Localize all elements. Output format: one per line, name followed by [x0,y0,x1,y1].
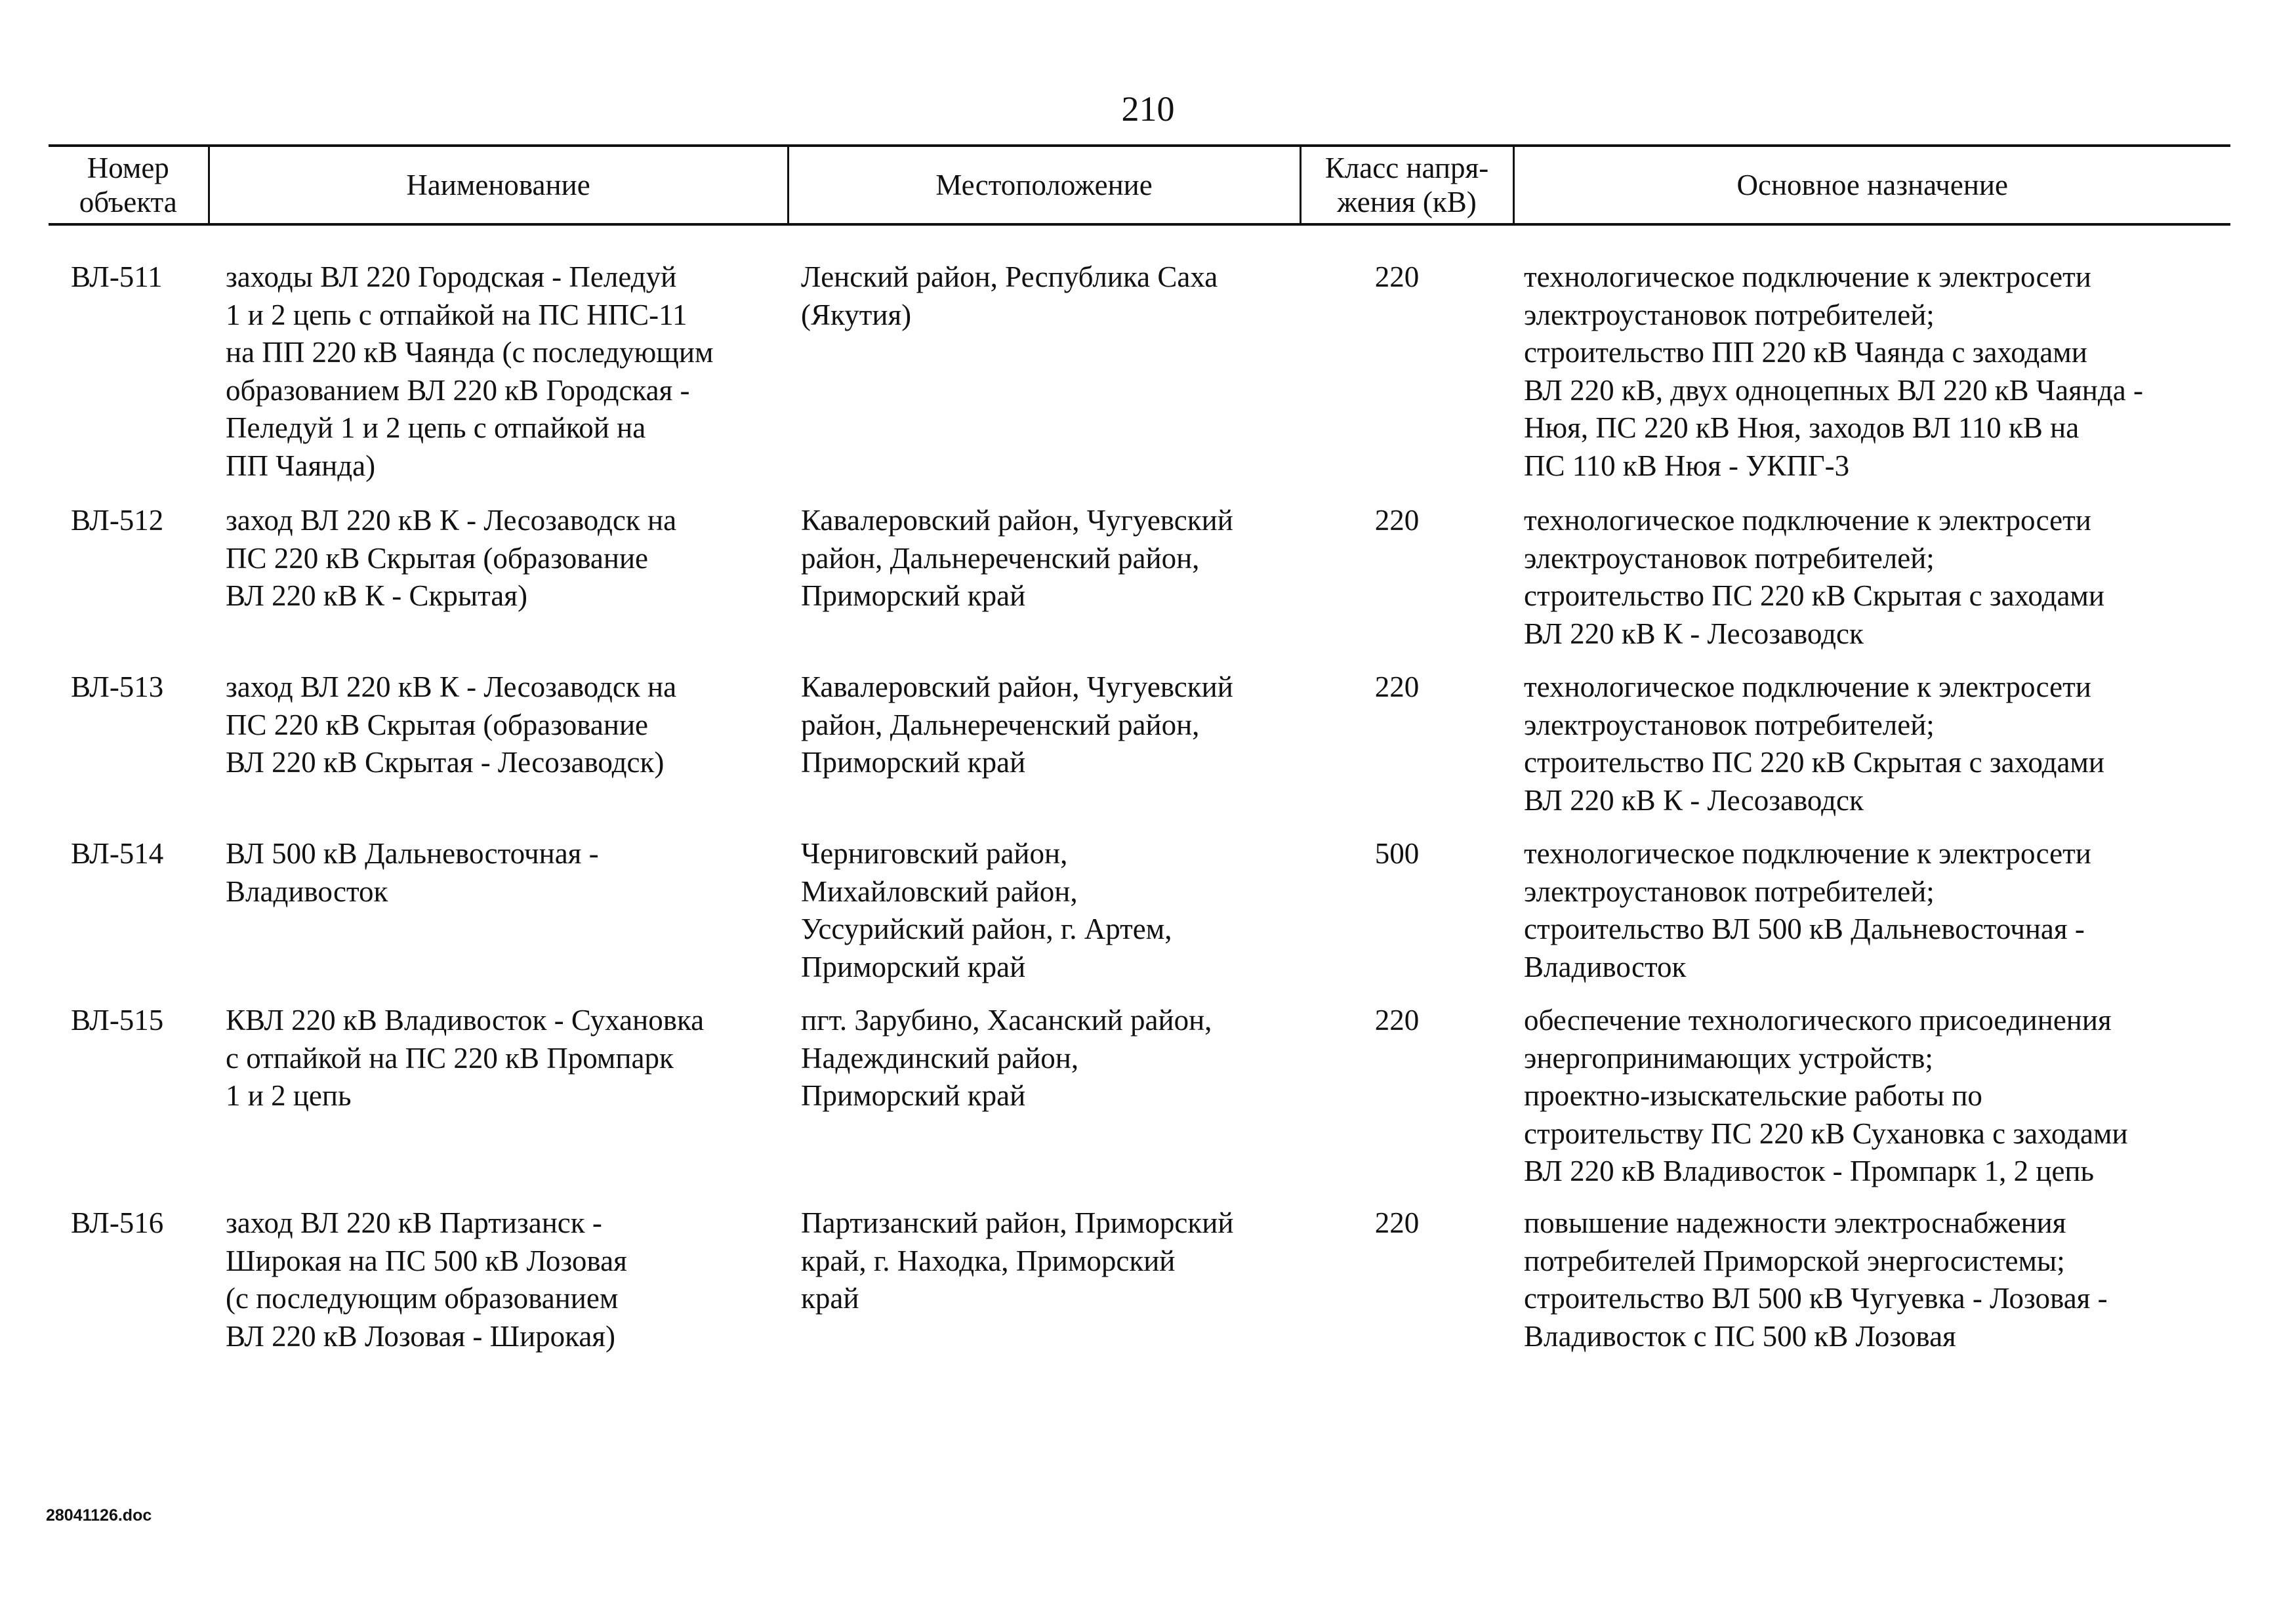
object-voltage: 220 [1374,260,1420,293]
object-purpose: обеспечение технологического присоединения энергопринимающих устройств; проектно-изыскательские работы по строительству ПС 220 кВ Сухановка с заходами ВЛ 220 кВ Владивосток - Промпарк 1, 2 цепь [1524,1004,2128,1187]
object-location: Кавалеровский район, Чугуевский район, Дальнереченский район, Приморский край [801,504,1233,612]
page-number: 210 [1121,89,1175,129]
object-name: заход ВЛ 220 кВ К - Лесозаводск на ПС 220 кВ Скрытая (образование ВЛ 220 кВ К - Скрытая) [226,504,677,612]
object-name: КВЛ 220 кВ Владивосток - Сухановка с отпайкой на ПС 220 кВ Промпарк 1 и 2 цепь [226,1004,705,1112]
object-voltage: 500 [1374,837,1420,870]
object-location: Кавалеровский район, Чугуевский район, Дальнереченский район, Приморский край [801,670,1233,779]
object-name: ВЛ 500 кВ Дальневосточная - Владивосток [226,837,599,908]
object-number: ВЛ-515 [71,1004,164,1037]
objects-table [49,144,2230,1362]
object-name: заход ВЛ 220 кВ Партизанск - Широкая на ПС 500 кВ Лозовая (с последующим образованием ВЛ 220 кВ Лозовая - Широкая) [226,1206,627,1353]
object-location: пгт. Зарубино, Хасанский район, Надеждинский район, Приморский край [801,1004,1212,1112]
column-header-number: Номер объекта [49,146,209,224]
column-header-location: Местоположение [788,146,1300,224]
object-voltage: 220 [1374,504,1420,537]
column-header-voltage: Класс напря- жения (кВ) [1300,146,1513,224]
object-name: заходы ВЛ 220 Городская - Пеледуй 1 и 2 цепь с отпайкой на ПС НПС-11 на ПП 220 кВ Чаянда (с последующим образованием ВЛ 220 кВ Городская - Пеледуй 1 и 2 цепь с отпайкой на ПП Чаянда) [226,260,714,482]
object-number: ВЛ-512 [71,504,164,537]
object-name: заход ВЛ 220 кВ К - Лесозаводск на ПС 220 кВ Скрытая (образование ВЛ 220 кВ Скрытая - Лесозаводск) [226,670,677,779]
table-row [49,502,2230,668]
table-row [49,258,2230,502]
table-row [49,1204,2230,1362]
column-header-name: Наименование [209,146,788,224]
object-location: Ленский район, Республика Саха (Якутия) [801,260,1218,331]
table-row [49,835,2230,1002]
object-purpose: технологическое подключение к электросети электроустановок потребителей; строительство ПС 220 кВ Скрытая с заходами ВЛ 220 кВ К - Лесозаводск [1524,670,2104,817]
object-voltage: 220 [1374,1206,1420,1239]
footer-filename: 28041126.doc [46,1506,152,1525]
object-location: Черниговский район, Михайловский район, Уссурийский район, г. Артем, Приморский край [801,837,1172,983]
column-header-purpose: Основное назначение [1513,146,2230,224]
object-purpose: технологическое подключение к электросети электроустановок потребителей; строительство ПП 220 кВ Чаянда с заходами ВЛ 220 кВ, двух одноцепных ВЛ 220 кВ Чаянда - Нюя, ПС 220 кВ Нюя, заходов ВЛ 110 кВ на ПС 110 кВ Нюя - УКПГ-3 [1524,260,2143,482]
object-number: ВЛ-511 [71,260,163,293]
table-row [49,668,2230,835]
object-voltage: 220 [1374,1004,1420,1037]
object-purpose: технологическое подключение к электросети электроустановок потребителей; строительство ПС 220 кВ Скрытая с заходами ВЛ 220 кВ К - Лесозаводск [1524,504,2104,650]
table-row [49,1002,2230,1204]
table-header [49,146,2230,224]
object-number: ВЛ-514 [71,837,164,870]
object-number: ВЛ-513 [71,670,164,703]
object-purpose: технологическое подключение к электросети электроустановок потребителей; строительство ВЛ 500 кВ Дальневосточная - Владивосток [1524,837,2091,983]
object-location: Партизанский район, Приморский край, г. Находка, Приморский край [801,1206,1234,1315]
object-purpose: повышение надежности электроснабжения потребителей Приморской энергосистемы; строительство ВЛ 500 кВ Чугуевка - Лозовая - Владивосток с ПС 500 кВ Лозовая [1524,1206,2108,1353]
object-voltage: 220 [1374,670,1420,703]
table-body [49,224,2230,1362]
object-number: ВЛ-516 [71,1206,164,1239]
